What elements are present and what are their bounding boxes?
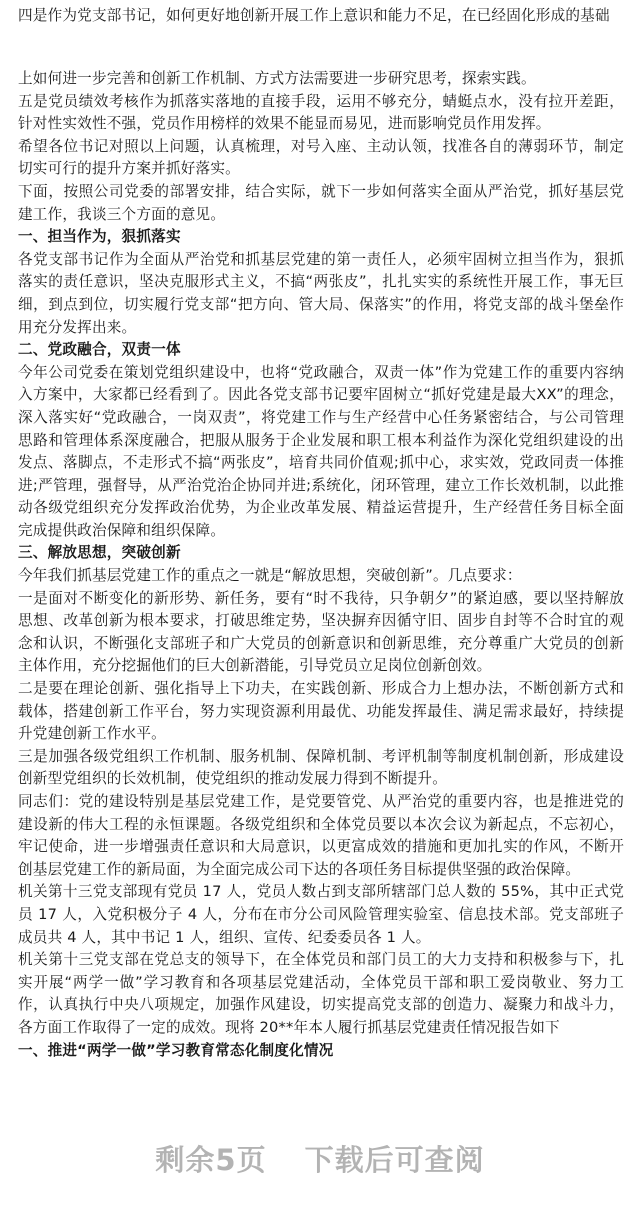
paragraph-branch-work: 机关第十三党支部在党总支的领导下，在全体党员和部门员工的大力支持和积极参与下，扎实开展“两学一做”学习教育和各项基层党建活动，全体党员干部和职工爱岗敬业、努力工作，认真执行中央八项规定，加强作风建设，切实提高党支部的创造力、凝聚力和战斗力，各方面工作取得了一定的成效。现将 20**年本人履行抓基层党建责任情况报告如下 bbox=[18, 951, 624, 1036]
paragraph-requirement-two: 二是要在理论创新、强化指导上下功夫，在实践创新、形成合力上想办法，不断创新方式和载体，搭建创新工作平台，努力实现资源利用最优、功能发挥最佳、满足需求最好，持续提升党建创新工作水平。 bbox=[18, 680, 624, 743]
paragraph-point-four: 四是作为党支部书记，如何更好地创新开展工作上意识和能力不足，在已经固化形成的基础 bbox=[18, 7, 610, 24]
paragraph-intro: 下面，按照公司党委的部署安排，结合实际，就下一步如何落实全面从严治党，抓好基层党建工作，我谈三个方面的意见。 bbox=[18, 182, 624, 223]
heading-section-three: 三、解放思想，突破创新 bbox=[18, 544, 181, 562]
document-text-top bbox=[18, 0, 624, 28]
paragraph-section-two: 今年公司党委在策划党组织建设中，也将“党政融合，双责一体”作为党建工作的重要内容纳入方案中，大家都已经看到了。因此各党支部书记要牢固树立“抓好党建是最大XX”的理念，深入落实好“党政融合，一岗双责”，将党建工作与生产经营中心任务紧密结合，与公司管理思路和管理体系深度融合，把服从服务于企业发展和职工根本利益作为深化党组织建设的出发点、落脚点，不走形式不搞“两张皮”，培育共同价值观;抓中心，求实效，党政同责一体推进;严管理，强督导，从严治党治企协同并进;系统化，闭环管理，建立工作长效机制，以此推动各级党组织充分发挥政治优势，为企业改革发展、精益运营提升，生产经营任务目标全面完成提供政治保障和组织保障。 bbox=[18, 363, 624, 539]
heading-section-two: 二、党政融合，双责一体 bbox=[18, 341, 181, 359]
remaining-pages-banner[interactable] bbox=[0, 1138, 640, 1179]
paragraph-point-five: 五是党员绩效考核作为抓落实落地的直接手段，运用不够充分，蜻蜓点水，没有拉开差距，针对性实效性不强，党员作用榜样的效果不能显而易见，进而影响党员作用发挥。 bbox=[18, 92, 624, 133]
paragraph-section-one: 各党支部书记作为全面从严治党和抓基层党建的第一责任人，必须牢固树立担当作为，狠抓落实的责任意识，坚决克服形式主义，不搞“两张皮”，扎扎实实的系统性开展工作，事无巨细，到点到位，切实履行党支部“把方向、管大局、保落实”的作用，将党支部的战斗堡垒作用充分发挥出来。 bbox=[18, 250, 624, 336]
paragraph-continuation: 上如何进一步完善和创新工作机制、方式方法需要进一步研究思考，探索实践。 bbox=[18, 70, 536, 87]
document-text-body bbox=[18, 68, 624, 1062]
paragraph-requirement-one: 一是面对不断变化的新形势、新任务，要有“时不我待，只争朝夕”的紧迫感，要以坚持解放思想、改革创新为根本要求，打破思维定势，坚决摒弃因循守旧、固步自封等不合时宜的观念和认识，不断强化支部班子和广大党员的创新意识和创新思维，充分尊重广大党员的创新主体作用，充分挖掘他们的巨大创新潜能，引导党员立足岗位创新创效。 bbox=[18, 589, 624, 675]
download-to-view-text: 下载后可查阅 bbox=[304, 1143, 485, 1177]
paragraph-hope: 希望各位书记对照以上问题，认真梳理，对号入座、主动认领，找准各自的薄弱环节，制定切实可行的提升方案并抓好落实。 bbox=[18, 137, 624, 178]
heading-two-studies: 一、推进“两学一做”学习教育常态化制度化情况 bbox=[18, 1041, 334, 1059]
paragraph-section-three-intro: 今年我们抓基层党建工作的重点之一就是“解放思想，突破创新”。几点要求： bbox=[18, 567, 522, 585]
paragraph-requirement-three: 三是加强各级党组织工作机制、服务机制、保障机制、考评机制等制度机制创新，形成建设创新型党组织的长效机制，使党组织的推动发展力得到不断提升。 bbox=[18, 747, 624, 788]
heading-section-one: 一、担当作为，狠抓落实 bbox=[18, 228, 181, 246]
paragraph-comrades: 同志们：党的建设特别是基层党建工作，是党要管党、从严治党的重要内容，也是推进党的建设新的伟大工程的永恒课题。各级党组织和全体党员要以本次会议为新起点，不忘初心，牢记使命，进一步增强责任意识和大局意识，以更富成效的措施和更加扎实的作风，不断开创基层党建工作的新局面，为全面完成公司下达的各项任务目标提供坚强的政治保障。 bbox=[18, 793, 624, 878]
remaining-pages-text: 剩余5页 bbox=[155, 1143, 267, 1177]
paragraph-branch-members: 机关第十三党支部现有党员 17 人，党员人数占到支部所辖部门总人数的 55%，其中正式党员 17 人，入党积极分子 4 人，分布在市分公司风险管理实验室、信息技术部。党支部班子成员共 4 人，其中书记 1 人，组织、宣传、纪委委员各 1 人。 bbox=[18, 883, 624, 946]
